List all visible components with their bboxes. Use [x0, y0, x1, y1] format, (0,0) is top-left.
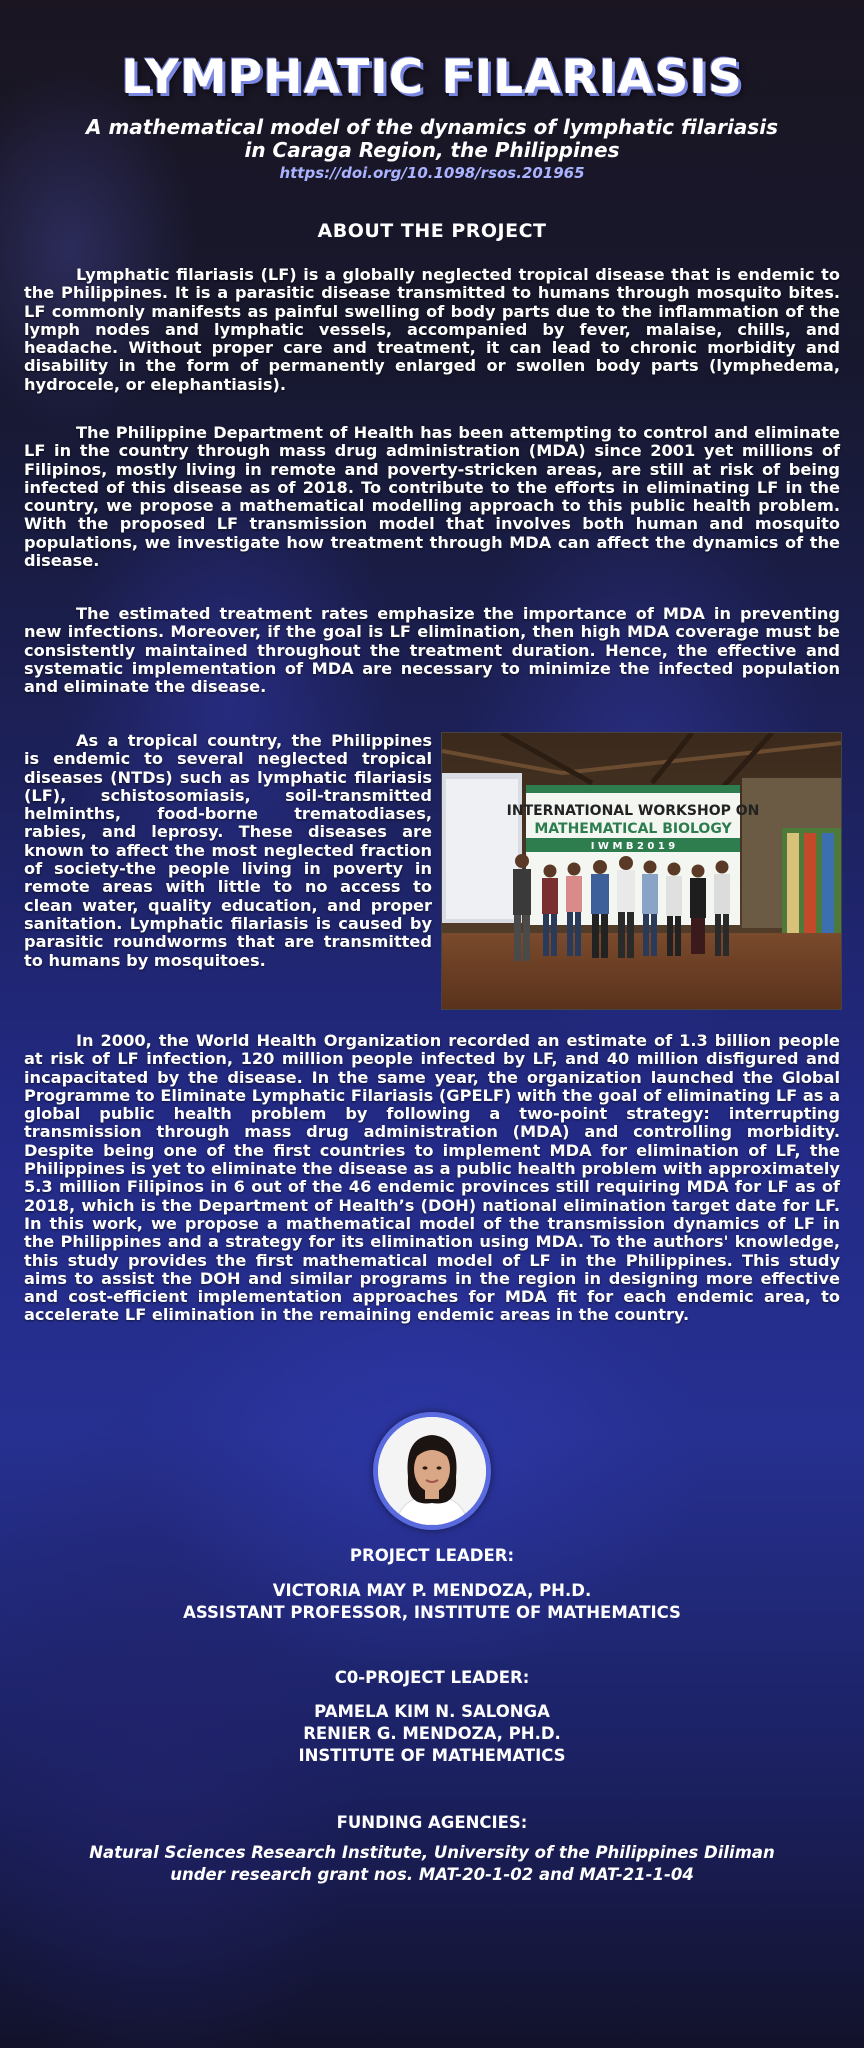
workshop-photo	[441, 732, 842, 1010]
about-heading: ABOUT THE PROJECT	[317, 220, 547, 242]
banner-text-2: MATHEMATICAL BIOLOGY	[534, 821, 732, 837]
co-project-leader-institute: INSTITUTE OF MATHEMATICS	[298, 1746, 566, 1765]
subtitle-line-1: A mathematical model of the dynamics of lymphatic filariasis	[86, 115, 778, 139]
co-project-leader-label: C0-PROJECT LEADER:	[334, 1668, 530, 1687]
doi-link[interactable]: https://doi.org/10.1098/rsos.201965	[279, 164, 585, 182]
project-leader-section	[0, 1545, 864, 1624]
co-project-leader-name-1: PAMELA KIM N. SALONGA	[314, 1702, 550, 1721]
funding-details	[80, 1842, 784, 1886]
project-leader-name: VICTORIA MAY P. MENDOZA, PH.D.	[272, 1581, 592, 1600]
leader-portrait	[378, 1417, 486, 1525]
funding-line-1: Natural Sciences Research Institute, University of the Philippines Diliman	[89, 1843, 775, 1862]
subtitle-line-2: in Caraga Region, the Philippines	[244, 138, 620, 162]
about-paragraph-5: In 2000, the World Health Organization recorded an estimate of 1.3 billion people at risk of LF infection, 120 million people infected by LF, and 40 million disfigured and incapacitated by the disease. In the same year, the organization launched the Global Programme to Eliminate Lymphatic Filariasis (GPELF) with the goal of eliminating LF as a global public health problem by following a two-point strategy: interrupting transmission through mass drug administration (MDA) and controlling morbidity. Despite being one of the first countries to implement MDA for elimination of LF, the Philippines is yet to eliminate the disease as a public health problem with approximately 5.3 million Filipinos in 6 out of the 46 endemic provinces still requiring MDA for LF as of 2018, which is the Department of Health’s (DOH) national elimination target date for LF. In this work, we propose a mathematical model of the transmission dynamics of LF in the Philippines and a strategy for its elimination using MDA. To the authors' knowledge, this study provides the first mathematical model of LF in the Philippines. This study aims to assist the DOH and similar programs in the region in designing more effective and cost-efficient implementation approaches for MDA fit for each endemic area, to accelerate LF elimination in the remaining endemic areas in the country.	[24, 1031, 840, 1325]
banner-text-3: I W M B 2 0 1 9	[590, 841, 676, 852]
co-project-leader-section	[0, 1667, 864, 1767]
project-leader-label: PROJECT LEADER:	[349, 1546, 515, 1565]
poster-title: LYMPHATIC FILARIASIS	[121, 50, 743, 105]
funding-label	[0, 1812, 864, 1834]
about-paragraph-1: Lymphatic filariasis (LF) is a globally neglected tropical disease that is endemic to the Philippines. It is a parasitic disease transmitted to humans through mosquito bites. LF commonly manifests as painful swelling of body parts due to the inflammation of the lymph nodes and lymphatic vessels, accompanied by fever, malaise, chills, and headache. Without proper care and treatment, it can lead to chronic morbidity and disability in the form of permanently enlarged or swollen body parts (lymphedema, hydrocele, or elephantiasis).	[24, 265, 840, 394]
avatar-ring	[373, 1412, 491, 1530]
co-project-leader-name-2: RENIER G. MENDOZA, PH.D.	[303, 1724, 561, 1743]
workshop-photo-illustration	[442, 733, 841, 1009]
about-paragraph-4: As a tropical country, the Philippines is endemic to several neglected tropical diseases (NTDs) such as lymphatic filariasis (LF), schistosomiasis, soil-transmitted helminths, food-borne trematodiases, rabies, and leprosy. These diseases are known to affect the most neglected fraction of society-the people living in poverty in remote areas with little to no access to clean water, quality education, and proper sanitation. Lymphatic filariasis is caused by parasitic roundworms that are transmitted to humans by mosquitoes.	[24, 731, 432, 970]
about-paragraph-3: The estimated treatment rates emphasize the importance of MDA in preventing new infections. Moreover, if the goal is LF elimination, then high MDA coverage must be consistently maintained throughout the treatment duration. Hence, the effective and systematic implementation of MDA are necessary to minimize the infected population and eliminate the disease.	[24, 604, 840, 697]
group-of-people	[513, 854, 730, 961]
project-leader-position: ASSISTANT PROFESSOR, INSTITUTE OF MATHEMATICS	[183, 1603, 681, 1622]
avatar	[378, 1417, 486, 1525]
banner-text-1: INTERNATIONAL WORKSHOP ON	[506, 803, 760, 819]
funding-label-text: FUNDING AGENCIES:	[336, 1813, 528, 1832]
about-paragraph-2: The Philippine Department of Health has been attempting to control and eliminate LF in the country through mass drug administration (MDA) since 2001 yet millions of Filipinos, mostly living in remote and poverty-stricken areas, are still at risk of being infected of this disease as of 2018. To contribute to the efforts in eliminating LF in the country, we propose a mathematical modelling approach to this public health problem. With the proposed LF transmission model that involves both human and mosquito populations, we investigate how treatment through MDA can affect the dynamics of the disease.	[24, 423, 840, 571]
subtitle	[60, 116, 804, 162]
funding-line-2: under research grant nos. MAT-20-1-02 and MAT-21-1-04	[170, 1865, 694, 1884]
